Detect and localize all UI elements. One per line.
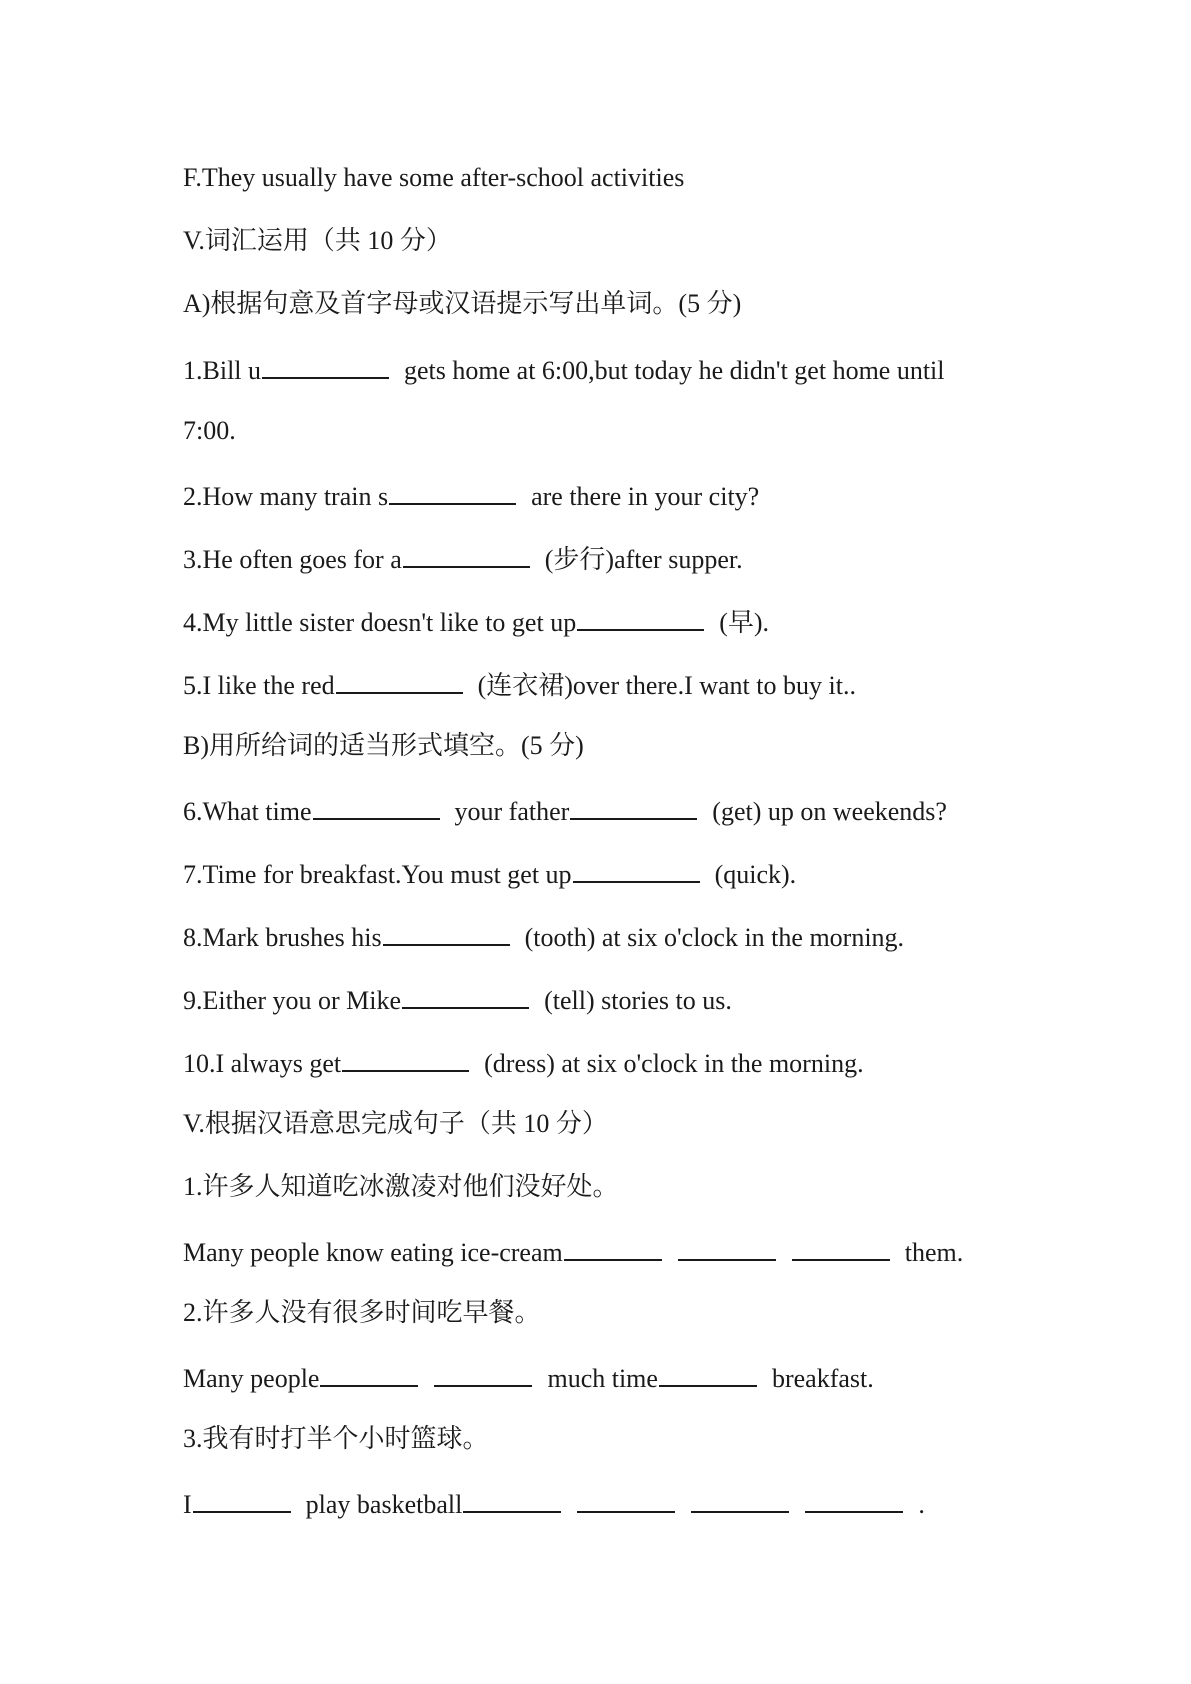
sentence-2-blank-3[interactable] [659,1359,757,1387]
sentence-3-blank-1[interactable] [193,1485,291,1513]
question-10 [183,1044,864,1081]
sentence-2-english [183,1359,874,1396]
sentence-3-prompt: 3.我有时打半个小时篮球。 [183,1424,489,1453]
sentence-3-blank-4[interactable] [691,1485,789,1513]
sentence-3-english [183,1485,925,1522]
question-6 [183,792,947,829]
answer-blank-5[interactable] [336,666,463,694]
question-4-prefix: 4.My little sister doesn't like to get up [183,608,577,637]
section-v-heading [183,224,452,258]
part-b-heading [183,729,584,763]
question-6-prefix: 6.What time [183,797,312,826]
answer-blank-10[interactable] [342,1044,469,1072]
question-5-prefix: 5.I like the red [183,671,335,700]
question-10-suffix: (dress) at six o'clock in the morning. [484,1049,864,1078]
sentence-2-prompt: 2.许多人没有很多时间吃早餐。 [183,1298,541,1327]
sentence-1-prefix: Many people know eating ice-cream [183,1238,563,1267]
question-10-prefix: 10.I always get [183,1049,342,1078]
answer-blank-7[interactable] [573,855,700,883]
question-2 [183,477,759,514]
answer-blank-4[interactable] [577,603,704,631]
question-9-suffix: (tell) stories to us. [544,986,732,1015]
sentence-1-prompt: 1.许多人知道吃冰激凌对他们没好处。 [183,1172,619,1201]
question-4-suffix: (早). [719,608,770,637]
sentence-1-blank-2[interactable] [678,1233,776,1261]
answer-blank-8[interactable] [383,918,510,946]
question-3 [183,540,743,577]
question-7-prefix: 7.Time for breakfast.You must get up [183,860,572,889]
part-a-heading [183,287,741,321]
section-v-title: V.词汇运用（共 10 分） [183,226,452,255]
sentence-3-middle: play basketball [305,1490,463,1519]
question-1-suffix: gets home at 6:00,but today he didn't get home until [404,356,945,385]
question-1-prefix: 1.Bill u [183,356,262,385]
sentence-2-suffix: breakfast. [771,1364,874,1393]
sentence-3-prefix: I [183,1490,192,1519]
question-8 [183,918,904,955]
question-8-suffix: (tooth) at six o'clock in the morning. [524,923,905,952]
question-8-prefix: 8.Mark brushes his [183,923,382,952]
question-6-suffix: (get) up on weekends? [712,797,947,826]
option-f-text: F.They usually have some after-school activities [183,163,685,192]
sentence-2-blank-1[interactable] [320,1359,418,1387]
sentence-2-middle: much time [547,1364,658,1393]
sentence-1-chinese [183,1170,619,1204]
section-v2-heading [183,1107,608,1141]
sentence-3-chinese [183,1422,489,1456]
question-7-suffix: (quick). [714,860,797,889]
question-5-suffix: (连衣裙)over there.I want to buy it.. [477,671,856,700]
sentence-3-blank-5[interactable] [805,1485,903,1513]
option-f [183,161,684,195]
answer-blank-1[interactable] [262,351,389,379]
question-1 [183,351,945,388]
answer-blank-6a[interactable] [313,792,440,820]
question-4 [183,603,769,640]
answer-blank-2[interactable] [389,477,516,505]
question-3-suffix: (步行)after supper. [544,545,743,574]
sentence-3-period: . [918,1490,925,1519]
sentence-3-blank-3[interactable] [577,1485,675,1513]
question-3-prefix: 3.He often goes for a [183,545,402,574]
answer-blank-9[interactable] [402,981,529,1009]
sentence-2-blank-2[interactable] [434,1359,532,1387]
answer-blank-3[interactable] [403,540,530,568]
question-2-suffix: are there in your city? [531,482,760,511]
sentence-3-blank-2[interactable] [463,1485,561,1513]
question-7 [183,855,796,892]
question-2-prefix: 2.How many train s [183,482,389,511]
sentence-2-chinese [183,1296,541,1330]
section-v2-title: V.根据汉语意思完成句子（共 10 分） [183,1109,608,1138]
question-6-middle: your father [454,797,570,826]
question-1-end: 7:00. [183,416,236,445]
part-a-title: A)根据句意及首字母或汉语提示写出单词。(5 分) [183,289,742,318]
question-5 [183,666,856,703]
sentence-1-english [183,1233,963,1270]
question-9-prefix: 9.Either you or Mike [183,986,402,1015]
sentence-1-blank-3[interactable] [792,1233,890,1261]
sentence-1-suffix: them. [904,1238,964,1267]
question-9 [183,981,732,1018]
sentence-1-blank-1[interactable] [564,1233,662,1261]
sentence-2-prefix: Many people [183,1364,320,1393]
part-b-title: B)用所给词的适当形式填空。(5 分) [183,731,584,760]
answer-blank-6b[interactable] [570,792,697,820]
question-1-continuation [183,414,236,448]
